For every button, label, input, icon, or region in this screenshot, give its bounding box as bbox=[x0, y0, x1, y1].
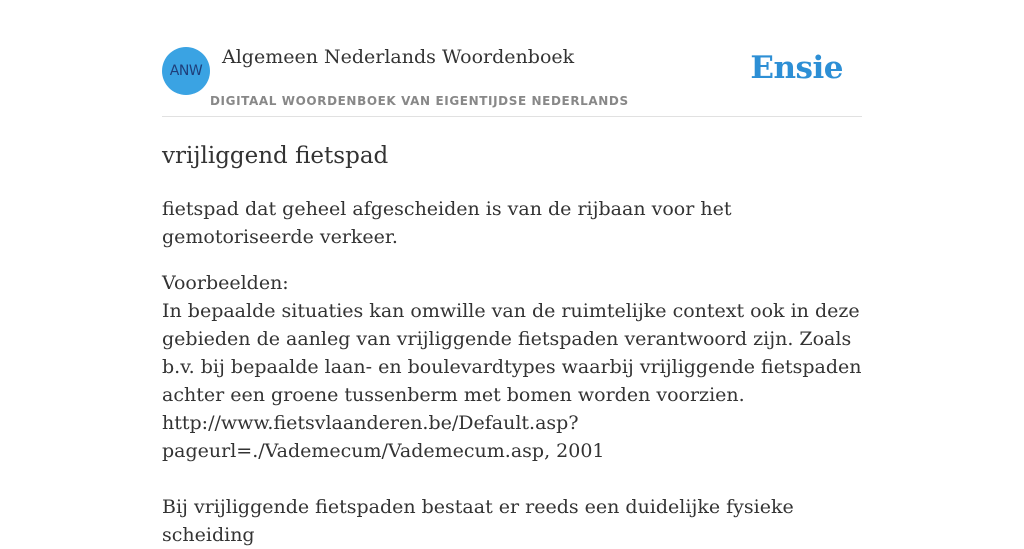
page bbox=[162, 0, 862, 546]
example-divider bbox=[162, 465, 862, 493]
dictionary-subtitle: DIGITAAL WOORDENBOEK VAN EIGENTIJDSE NEDERLANDS bbox=[210, 94, 629, 108]
examples-section bbox=[162, 269, 862, 549]
dictionary-title[interactable]: Algemeen Nederlands Woordenboek bbox=[222, 46, 575, 68]
example-source-line-2: pageurl=./Vademecum/Vademecum.asp, 2001 bbox=[162, 440, 605, 462]
example-source-line-1: http://www.fietsvlaanderen.be/Default.asp? bbox=[162, 412, 579, 434]
header bbox=[162, 0, 862, 117]
examples-label: Voorbeelden: bbox=[162, 272, 289, 294]
entry-term: vrijliggend fietspad bbox=[162, 143, 389, 169]
entry-definition: fietspad dat geheel afgescheiden is van de rijbaan voor het gemotoriseerde verkeer. bbox=[162, 198, 732, 248]
ensie-logo[interactable]: Ensie bbox=[750, 50, 843, 86]
anw-logo[interactable]: ANW bbox=[162, 47, 210, 95]
example-text: In bepaalde situaties kan omwille van de ruimtelijke context ook in deze gebieden de aanleg van vrijliggende fietspaden verantwoord zijn. Zoals b.v. bij bepaalde laan- en boulevardtypes waarbij vrijliggende fietspaden achter een groene tussenberm met bomen worden voorzien. bbox=[162, 300, 862, 406]
example-text-2: Bij vrijliggende fietspaden bestaat er reeds een duidelijke fysieke scheiding bbox=[162, 496, 794, 546]
